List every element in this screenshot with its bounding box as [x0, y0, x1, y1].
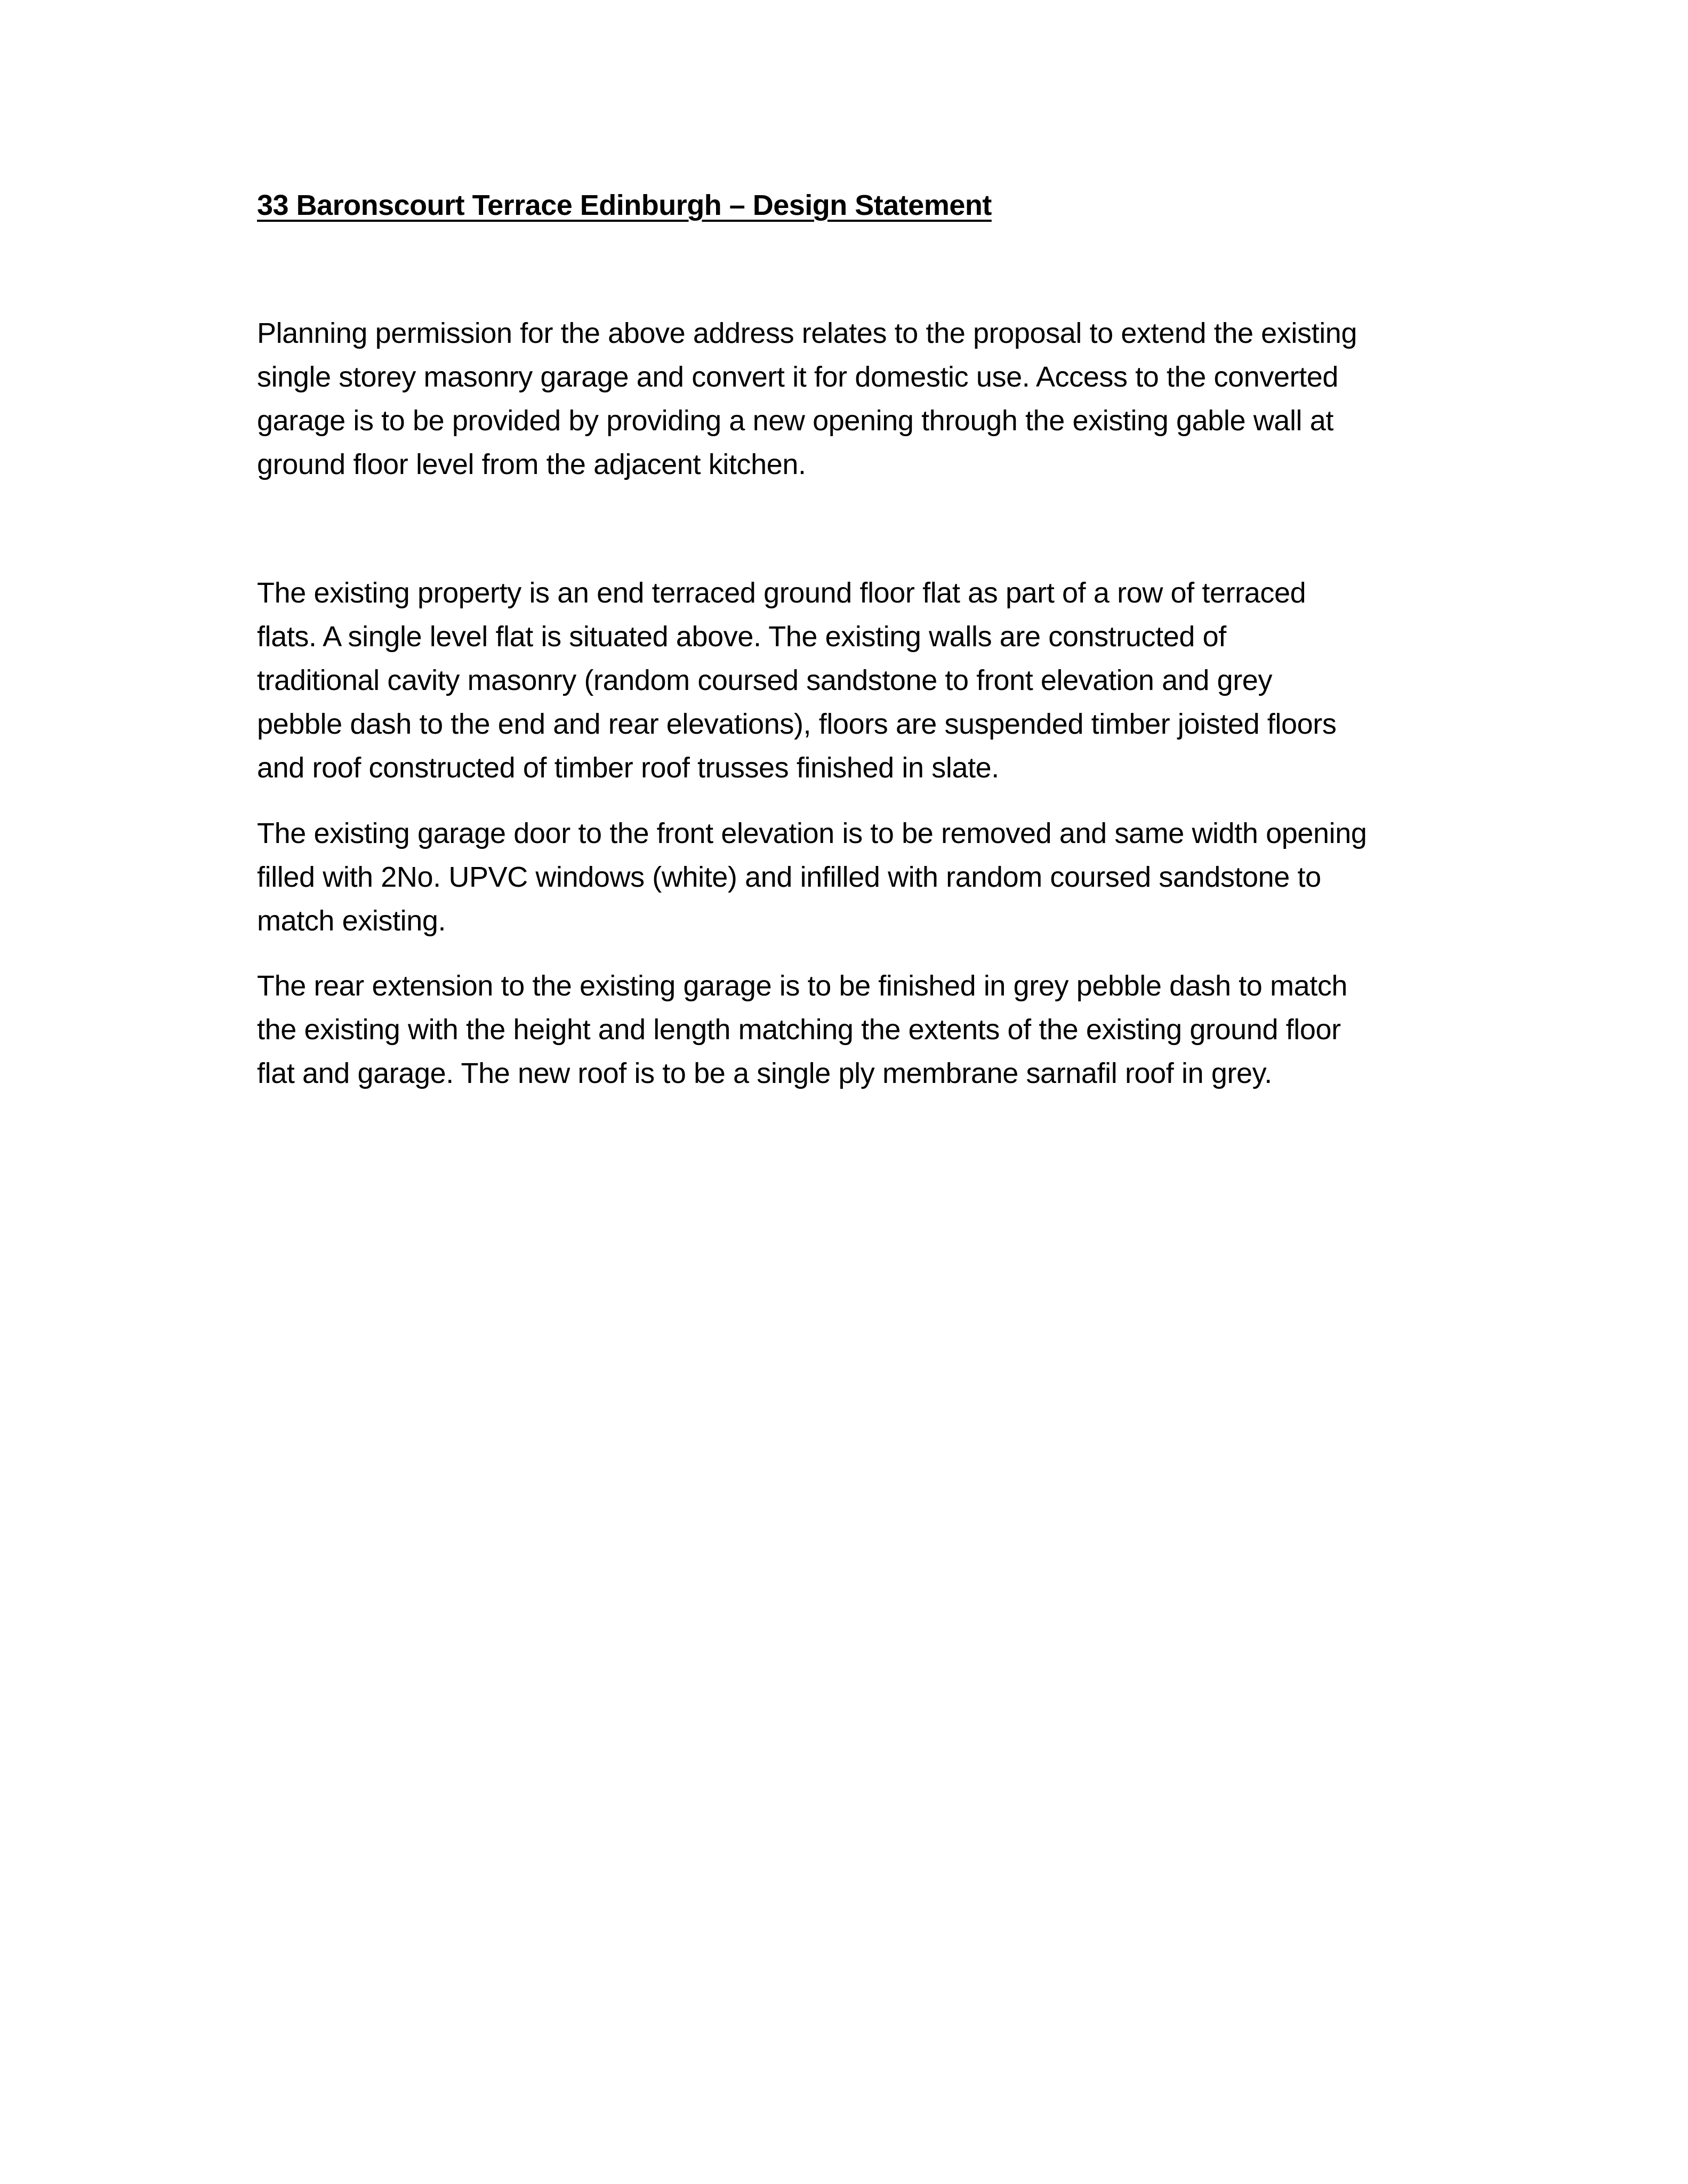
paragraph-line: match existing. — [257, 905, 446, 937]
paragraph-line: filled with 2No. UPVC windows (white) and infilled with random coursed sandstone to — [257, 861, 1321, 893]
paragraph-rear-extension — [257, 964, 1446, 1095]
paragraph-line: the existing with the height and length matching the extents of the existing ground floor — [257, 1014, 1341, 1046]
paragraph-line: ground floor level from the adjacent kitchen. — [257, 448, 806, 480]
paragraph-line: traditional cavity masonry (random coursed sandstone to front elevation and grey — [257, 664, 1273, 696]
document-title: 33 Baronscourt Terrace Edinburgh – Design Statement — [257, 189, 992, 221]
paragraph-line: garage is to be provided by providing a new opening through the existing gable wall at — [257, 405, 1333, 437]
paragraph-line: single storey masonry garage and convert it for domestic use. Access to the converted — [257, 361, 1339, 393]
paragraph-planning-permission — [257, 311, 1446, 486]
paragraph-line: pebble dash to the end and rear elevations), floors are suspended timber joisted floors — [257, 708, 1337, 740]
paragraph-garage-door — [257, 812, 1446, 943]
paragraph-line: flat and garage. The new roof is to be a single ply membrane sarnafil roof in grey. — [257, 1057, 1272, 1089]
paragraph-existing-property — [257, 571, 1446, 790]
paragraph-line: The existing property is an end terraced ground floor flat as part of a row of terraced — [257, 577, 1306, 609]
paragraph-line: Planning permission for the above address relates to the proposal to extend the existing — [257, 317, 1357, 349]
paragraph-line: The existing garage door to the front elevation is to be removed and same width opening — [257, 817, 1367, 849]
paragraph-line: The rear extension to the existing garage is to be finished in grey pebble dash to match — [257, 970, 1348, 1002]
paragraph-line: and roof constructed of timber roof trusses finished in slate. — [257, 752, 999, 784]
paragraph-line: flats. A single level flat is situated above. The existing walls are constructed of — [257, 621, 1226, 653]
